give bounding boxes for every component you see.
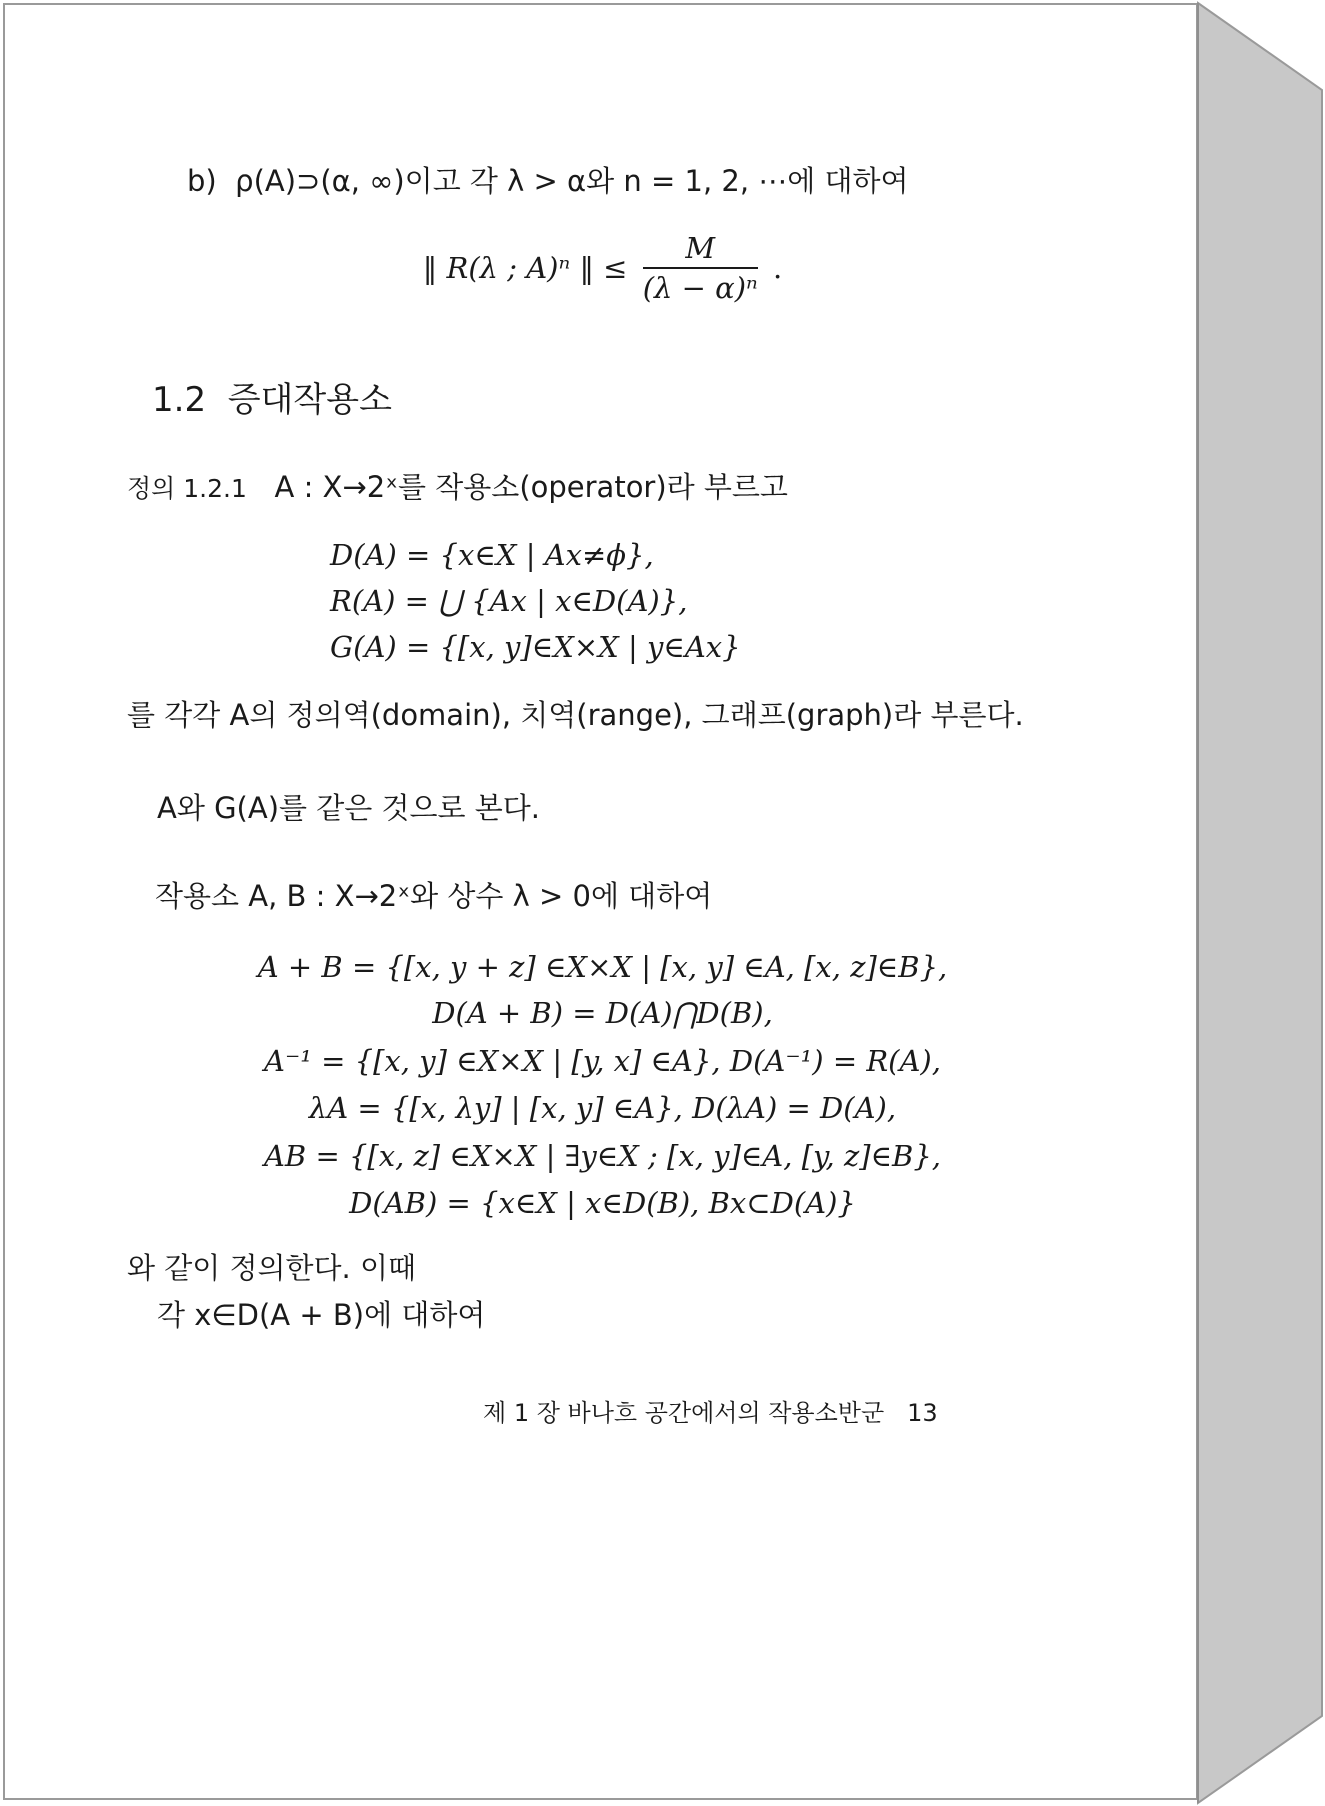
footer-chapter: 제 1 장 바나흐 공간에서의 작용소반군 bbox=[483, 1399, 885, 1427]
operations-intro: 작용소 A, B : X→2ˣ와 상수 λ > 0에 대하여 bbox=[155, 879, 713, 913]
resolvent-bound-numerator: M bbox=[643, 231, 758, 269]
closing-line-2: 각 x∈D(A + B)에 대하여 bbox=[157, 1298, 486, 1332]
item-b-label: b) bbox=[187, 164, 217, 198]
definition-text: A : X→2ˣ를 작용소(operator)라 부르고 bbox=[274, 470, 788, 504]
book-page bbox=[3, 3, 1198, 1800]
identify-text: A와 G(A)를 같은 것으로 본다. bbox=[157, 791, 540, 825]
equation-product-domain: D(AB) = {x∈X | x∈D(B), Bx⊂D(A)} bbox=[349, 1186, 856, 1220]
equation-sum: A + B = {[x, y + z] ∈X×X | [x, y] ∈A, [x, z]∈B}, bbox=[257, 950, 948, 984]
item-b bbox=[187, 163, 909, 199]
definition-after: 를 각각 A의 정의역(domain), 치역(range), 그래프(graph)라 부른다. bbox=[127, 698, 1024, 732]
section-title: 증대작용소 bbox=[227, 380, 392, 420]
equation-inverse: A⁻¹ = {[x, y] ∈X×X | [y, x] ∈A}, D(A⁻¹) = R(A), bbox=[264, 1044, 941, 1078]
equation-sum-domain: D(A + B) = D(A)⋂D(B), bbox=[432, 996, 773, 1030]
section-number: 1.2 bbox=[152, 380, 207, 420]
resolvent-bound-lhs: ‖ R(λ ; A)ⁿ ‖ ≤ bbox=[422, 251, 628, 285]
definition-label: 정의 1.2.1 bbox=[127, 474, 247, 503]
footer-page-number: 13 bbox=[907, 1399, 938, 1427]
equation-product: AB = {[x, z] ∈X×X | ∃y∈X ; [x, y]∈A, [y, z]∈B}, bbox=[263, 1139, 942, 1173]
resolvent-bound-fraction bbox=[643, 231, 758, 305]
page-footer bbox=[483, 1395, 938, 1431]
equation-domain: D(A) = {x∈X | Ax≠ϕ}, bbox=[330, 538, 654, 572]
resolvent-bound-tail: . bbox=[773, 251, 783, 285]
section-heading bbox=[152, 379, 392, 421]
equation-scalar: λA = {[x, λy] | [x, y] ∈A}, D(λA) = D(A), bbox=[308, 1091, 897, 1125]
equation-graph: G(A) = {[x, y]∈X×X | y∈Ax} bbox=[330, 630, 741, 664]
definition-line bbox=[127, 469, 788, 507]
resolvent-bound-equation bbox=[5, 231, 1200, 305]
closing-line-1: 와 같이 정의한다. 이때 bbox=[127, 1251, 416, 1285]
equation-range: R(A) = ⋃ {Ax | x∈D(A)}, bbox=[330, 584, 688, 618]
item-b-text: ρ(A)⊃(α, ∞)이고 각 λ > α와 n = 1, 2, ⋯에 대하여 bbox=[235, 164, 909, 198]
resolvent-bound-denominator: (λ − α)ⁿ bbox=[642, 271, 758, 305]
